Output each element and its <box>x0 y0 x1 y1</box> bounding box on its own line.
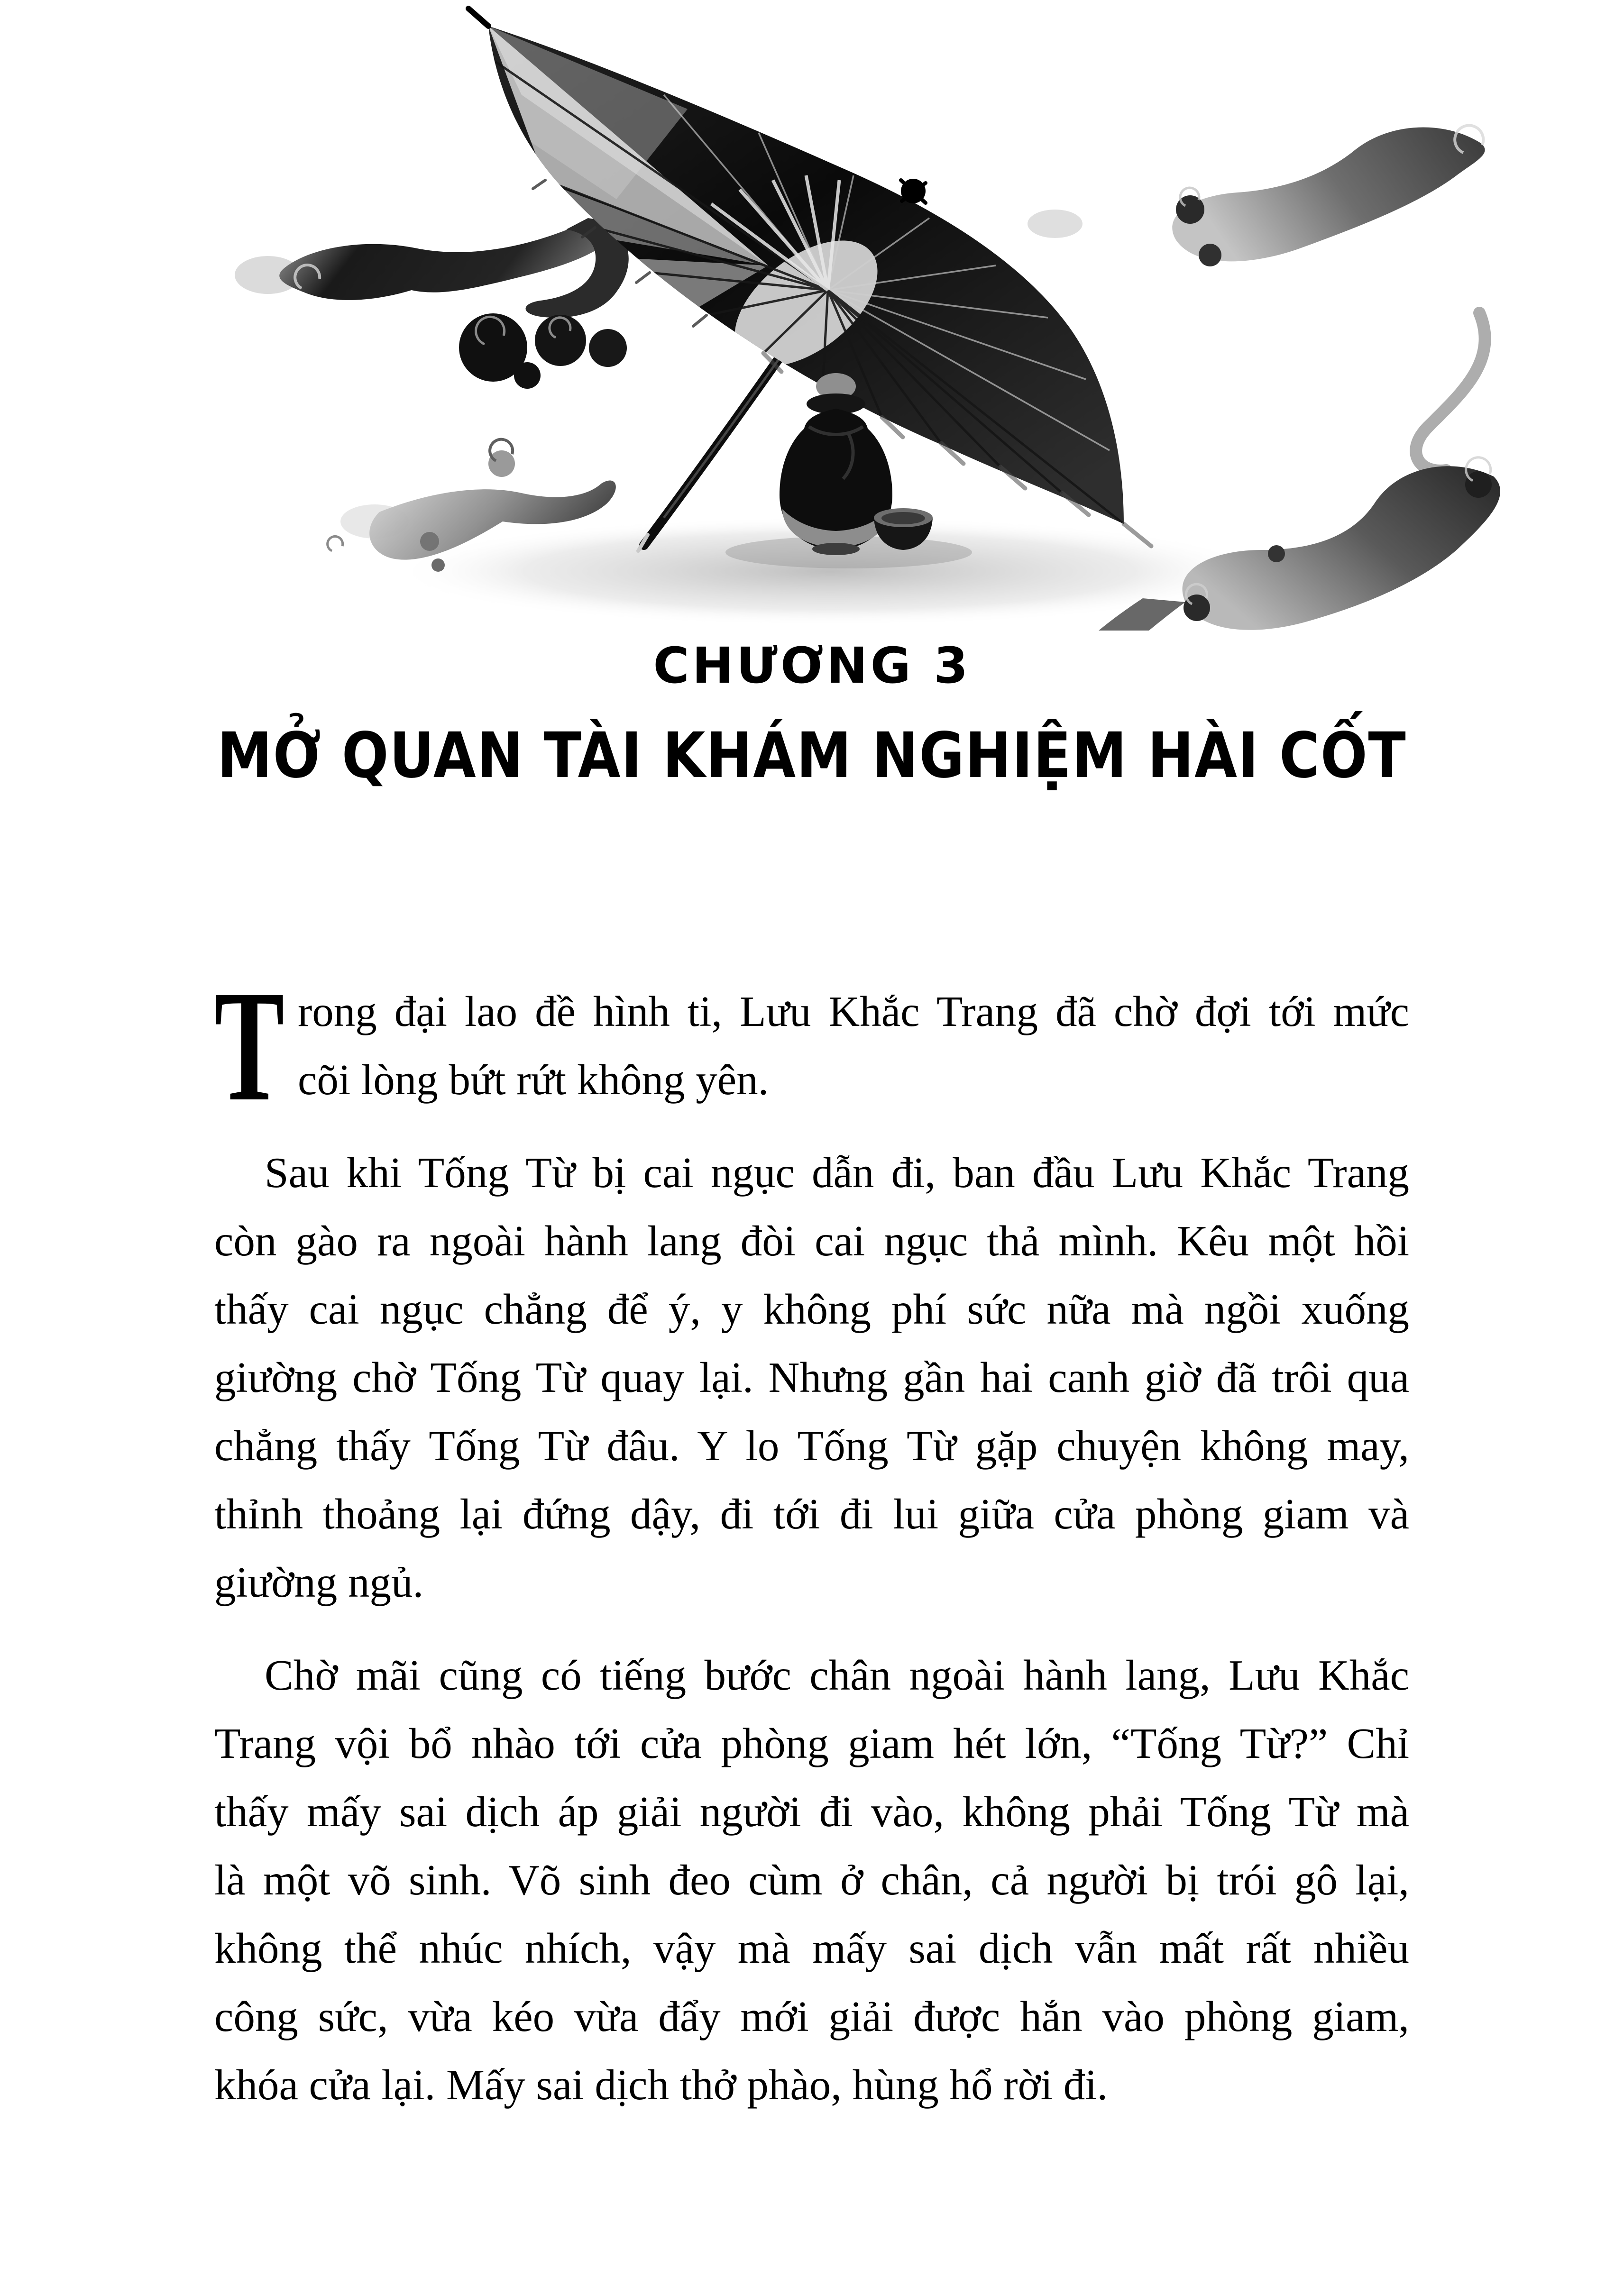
chapter-number: CHƯƠNG 3 <box>653 637 971 695</box>
text-line: chẳng thấy Tống Từ đâu. Y lo Tống Từ gặp chuyện không may, <box>214 1422 1409 1470</box>
text-line: Sau khi Tống Từ bị cai ngục dẫn đi, ban đầu Lưu Khắc Trang <box>265 1149 1409 1197</box>
chapter-illustration <box>0 0 1624 631</box>
cloud-top-right <box>1028 126 1485 266</box>
chapter-title <box>0 719 1624 792</box>
text-line: không thể nhúc nhích, vậy mà mấy sai dịch vẫn mất rất nhiều <box>214 1924 1409 1972</box>
text-line: công sức, vừa kéo vừa đẩy mới giải được hắn vào phòng giam, <box>214 1993 1409 2040</box>
drop-cap: T <box>214 958 284 1134</box>
text-line: cõi lòng bứt rứt không yên. <box>298 1056 769 1104</box>
body-text <box>214 958 1409 2119</box>
text-line: khóa cửa lại. Mấy sai dịch thở phào, hùng hổ rời đi. <box>214 2061 1108 2109</box>
text-line: Trang vội bổ nhào tới cửa phòng giam hét lớn, “Tống Từ?” Chỉ <box>214 1720 1409 1767</box>
text-line: thấy cai ngục chẳng để ý, y không phí sức nữa mà ngồi xuống <box>214 1285 1409 1333</box>
chapter-title-text: MỞ QUAN TÀI KHÁM NGHIỆM HÀI CỐT <box>217 719 1407 792</box>
text-line: giường ngủ. <box>214 1558 424 1606</box>
text-line: là một võ sinh. Võ sinh đeo cùm ở chân, cả người bị trói gô lại, <box>214 1856 1409 1904</box>
text-line: giường chờ Tống Từ quay lại. Nhưng gần hai canh giờ đã trôi qua <box>214 1354 1409 1401</box>
text-line: thỉnh thoảng lại đứng dậy, đi tới đi lui giữa cửa phòng giam và <box>214 1490 1409 1538</box>
paragraph <box>214 958 1409 1134</box>
cloud-left <box>235 210 629 389</box>
paragraph <box>214 1139 1409 1617</box>
text-line: thấy mấy sai dịch áp giải người đi vào, không phải Tống Từ mà <box>214 1788 1409 1836</box>
text-line: Chờ mãi cũng có tiếng bước chân ngoài hành lang, Lưu Khắc <box>265 1651 1409 1699</box>
text-line: rong đại lao đề hình ti, Lưu Khắc Trang đã chờ đợi tới mức <box>298 988 1409 1035</box>
text-line: còn gào ra ngoài hành lang đòi cai ngục thả mình. Kêu một hồi <box>214 1217 1409 1265</box>
paragraph <box>214 1641 1409 2119</box>
